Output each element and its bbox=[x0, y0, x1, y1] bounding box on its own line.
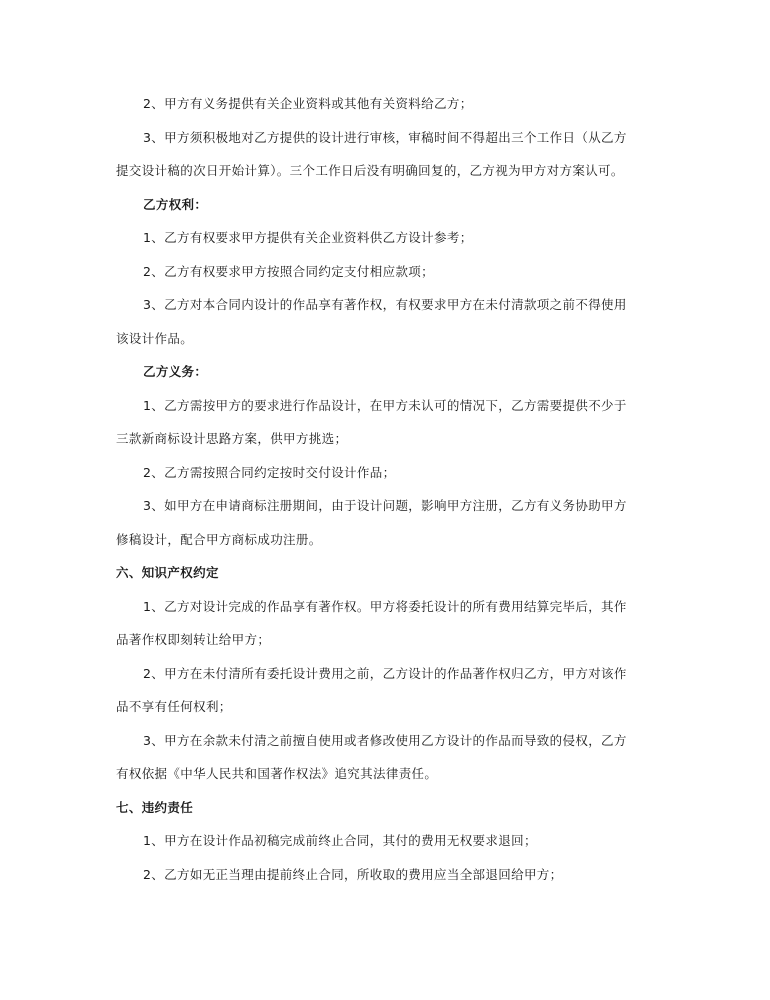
paragraph-line: 品不享有任何权利； bbox=[116, 699, 232, 714]
paragraph-line: 提交设计稿的次日开始计算）。三个工作日后没有明确回复的，乙方视为甲方对方案认可。 bbox=[116, 163, 624, 178]
paragraph-line: 2、乙方有权要求甲方按照合同约定支付相应款项； bbox=[143, 263, 435, 279]
paragraph-line: 2、乙方需按照合同约定按时交付设计作品； bbox=[143, 464, 396, 480]
section-subheading: 乙方义务： bbox=[143, 364, 208, 379]
paragraph-line: 三款新商标设计思路方案，供甲方挑选； bbox=[116, 431, 348, 446]
paragraph-line: 3、如甲方在申请商标注册期间，由于设计问题，影响甲方注册，乙方有义务协助甲方 bbox=[143, 498, 627, 513]
paragraph-line: 3、甲方在余款未付清之前擅自使用或者修改使用乙方设计的作品而导致的侵权，乙方 bbox=[143, 732, 627, 748]
paragraph-line: 该设计作品。 bbox=[116, 330, 194, 346]
paragraph-line: 1、乙方需按甲方的要求进行作品设计，在甲方未认可的情况下，乙方需要提供不少于 bbox=[143, 397, 627, 413]
document-body bbox=[116, 95, 661, 899]
paragraph-line: 1、甲方在设计作品初稿完成前终止合同，其付的费用无权要求退回； bbox=[143, 833, 537, 848]
paragraph-line: 品著作权即刻转让给甲方； bbox=[116, 632, 271, 647]
paragraph-line: 1、乙方有权要求甲方提供有关企业资料供乙方设计参考； bbox=[143, 230, 473, 245]
paragraph-line: 2、甲方在未付清所有委托设计费用之前，乙方设计的作品著作权归乙方，甲方对该作 bbox=[143, 665, 627, 681]
paragraph-line: 2、甲方有义务提供有关企业资料或其他有关资料给乙方； bbox=[143, 96, 473, 111]
paragraph-line: 有权依据《中华人民共和国著作权法》追究其法律责任。 bbox=[116, 766, 438, 781]
section-heading: 七、违约责任 bbox=[116, 799, 194, 815]
paragraph-line: 1、乙方对设计完成的作品享有著作权。甲方将委托设计的所有费用结算完毕后，其作 bbox=[143, 598, 627, 614]
paragraph-line: 3、甲方须积极地对乙方提供的设计进行审核，审稿时间不得超出三个工作日（从乙方 bbox=[143, 129, 627, 145]
section-heading: 六、知识产权约定 bbox=[116, 565, 219, 580]
paragraph-line: 3、乙方对本合同内设计的作品享有著作权，有权要求甲方在未付清款项之前不得使用 bbox=[143, 297, 627, 312]
section-subheading: 乙方权利： bbox=[143, 196, 208, 212]
paragraph-line: 2、乙方如无正当理由提前终止合同，所收取的费用应当全部退回给甲方； bbox=[143, 866, 563, 882]
paragraph-line: 修稿设计，配合甲方商标成功注册。 bbox=[116, 531, 322, 547]
